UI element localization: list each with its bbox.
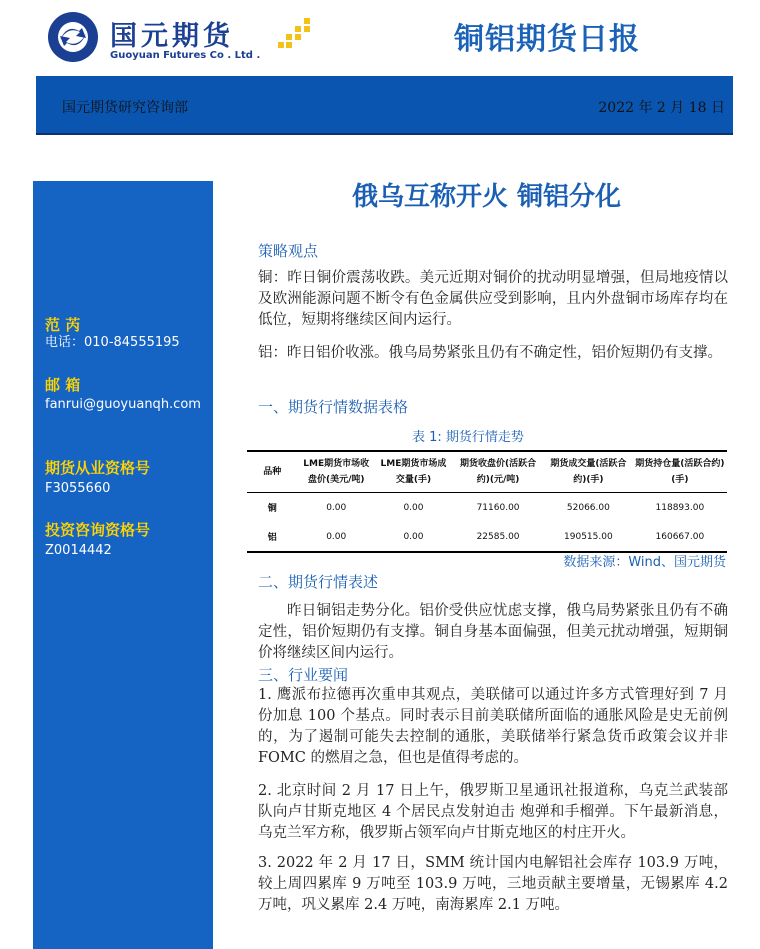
advisory-label: 投资咨询资格号 (45, 521, 151, 539)
table-cell: 52066.00 (566, 502, 610, 513)
table-cell: 铜 (267, 504, 277, 514)
logo-english-name: Guoyuan Futures Co . Ltd . (110, 50, 261, 61)
analyst-sidebar (33, 181, 213, 949)
company-logo (46, 10, 346, 66)
analyst-name: 范 芮 (45, 316, 81, 334)
table-cell: 0.00 (326, 502, 347, 513)
table-header-cell: LME期货市场成交量(手) (375, 451, 452, 493)
news-item: 3. 2022 年 2 月 17 日，SMM 统计国内电解铝社会库存 103.9 万吨，较上周四累库 9 万吨至 103.9 万吨，三地贡献主要增量，无锡累库 4.2 万吨，巩义累库 2.4 万吨，南海累库 2.1 万吨。 (258, 855, 728, 913)
strategy-heading: 策略观点 (258, 242, 319, 260)
table-header-cell: LME期货市场收盘价(美元/吨) (298, 451, 375, 493)
market-data-table (247, 450, 727, 553)
table-header-cell: 期货成交量(活跃合约)(手) (544, 451, 633, 493)
department-name: 国元期货研究咨询部 (62, 100, 188, 116)
email-label: 邮 箱 (45, 376, 81, 394)
advisory-number: Z0014442 (45, 543, 112, 558)
news-item: 2. 北京时间 2 月 17 日上午，俄罗斯卫星通讯社报道称，乌克兰武装部队向卢甘斯克地区 4 个居民点发射迫击 炮弹和手榴弹。下午最新消息，乌克兰军方称，俄罗斯占领军向卢甘斯克地区的村庄开火。 (258, 783, 728, 841)
page-title: 俄乌互称开火 铜铝分化 (351, 182, 622, 212)
data-source: 数据来源：Wind、国元期货 (563, 555, 726, 570)
section2-heading: 二、期货行情表述 (258, 573, 379, 591)
logo-emblem-icon (46, 10, 100, 64)
strategy-aluminum: 铝：昨日铝价收涨。俄乌局势紧张且仍有不确定性，铝价短期仍有支撑。 (258, 345, 722, 361)
table-cell: 22585.00 (452, 522, 544, 552)
table-header-cell: 品种 (247, 451, 298, 493)
table-header-row (247, 451, 727, 493)
table-row (247, 522, 727, 552)
table-cell: 190515.00 (544, 522, 633, 552)
table-cell: 铝 (247, 522, 298, 552)
license-number: F3055660 (45, 481, 111, 496)
logo-chinese-name: 国元期货 (110, 21, 234, 52)
table-cell: 0.00 (403, 502, 424, 513)
report-date: 2022 年 2 月 18 日 (598, 100, 725, 116)
report-title: 铜铝期货日报 (454, 22, 640, 57)
analyst-phone: 电话：010-84555195 (45, 335, 180, 350)
analyst-email: fanrui@guoyuanqh.com (45, 397, 201, 412)
section3-heading: 三、行业要闻 (258, 666, 349, 684)
table-cell: 0.00 (375, 522, 452, 552)
table-cell: 0.00 (298, 522, 375, 552)
strategy-copper: 铜：昨日铜价震荡收跌。美元近期对铜价的扰动明显增强，但局地疫情以及欧洲能源问题不断令有色金属供应受到影响，且内外盘铜市场库存均在低位，短期将继续区间内运行。 (258, 270, 728, 328)
table-header-cell: 期货持仓量(活跃合约)(手) (633, 451, 727, 493)
table-cell: 71160.00 (476, 502, 520, 513)
table-cell: 118893.00 (655, 502, 705, 513)
header-banner (36, 76, 733, 135)
table-cell: 160667.00 (633, 522, 727, 552)
table-header-cell: 期货收盘价(活跃合约)(元/吨) (452, 451, 544, 493)
section2-text: 昨日铜铝走势分化。铝价受供应忧虑支撑，俄乌局势紧张且仍有不确定性，铝价短期仍有支撑。铜自身基本面偏强，但美元扰动增强，短期铜价将继续区间内运行。 (258, 603, 728, 661)
section1-heading: 一、期货行情数据表格 (258, 398, 409, 416)
table-title: 表 1: 期货行情走势 (412, 430, 524, 445)
table-row (247, 493, 727, 523)
license-label: 期货从业资格号 (45, 459, 151, 477)
news-item: 1. 鹰派布拉德再次重申其观点，美联储可以通过许多方式管理好到 7 月份加息 100 个基点。同时表示目前美联储所面临的通胀风险是史无前例的，为了遏制可能失去控制的通胀，美联储举行紧急货币政策会议并非 FOMC 的燃眉之急，但也是值得考虑的。 (258, 687, 728, 766)
logo-dots-icon (278, 16, 314, 52)
